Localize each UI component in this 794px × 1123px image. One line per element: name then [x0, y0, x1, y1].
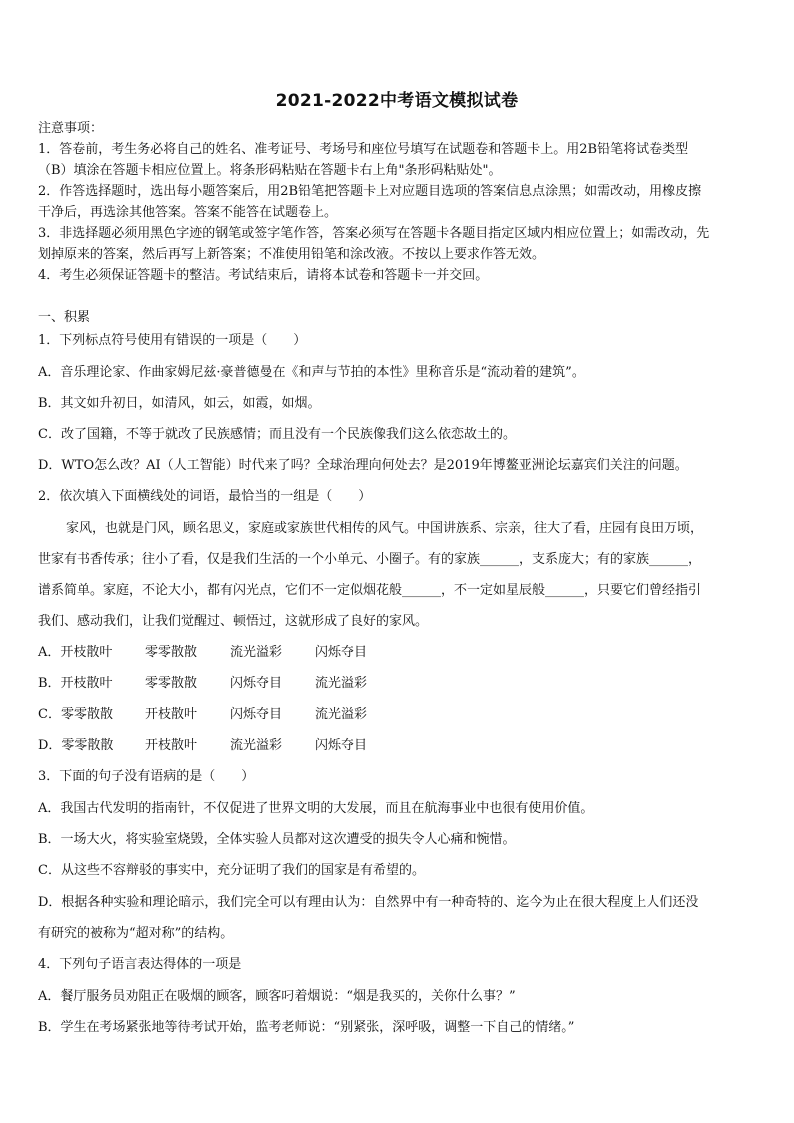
option-label: D．零零散散 [38, 738, 114, 753]
option-word: 零零散散 [145, 676, 198, 691]
option-word: 闪烁夺目 [315, 645, 368, 660]
question-2-passage-line: 家风，也就是门风，顾名思义，家庭或家族世代相传的风气。中国讲族系、宗亲，往大了看，庄园有良田万顷， [66, 521, 704, 536]
option-label: C．零零散散 [38, 707, 113, 722]
question-3-stem: 3．下面的句子没有语病的是（ ） [38, 769, 255, 784]
question-4-stem: 4．下列句子语言表达得体的一项是 [38, 957, 242, 972]
option-word: 零零散散 [145, 645, 198, 660]
notice-line: 1．答卷前，考生务必将自己的姓名、准考证号、考场号和座位号填写在试题卷和答题卡上。用2B铅笔将试卷类型 [38, 142, 689, 157]
option-word: 流光溢彩 [230, 645, 283, 660]
option-word: 流光溢彩 [315, 676, 368, 691]
question-2-passage-line: 我们、感动我们，让我们觉醒过、顿悟过，这就形成了良好的家风。 [38, 614, 429, 629]
notice-line: 3．非选择题必须用黑色字迹的钢笔或签字笔作答，答案必须写在答题卡各题目指定区域内相应位置上；如需改动，先 [38, 226, 710, 241]
option-label: B．开枝散叶 [38, 676, 113, 691]
question-4-option: B．学生在考场紧张地等待考试开始，监考老师说：“别紧张，深呼吸，调整一下自己的情绪。” [38, 1020, 575, 1035]
notice-line: （B）填涂在答题卡相应位置上。将条形码粘贴在答题卡右上角"条形码粘贴处"。 [38, 163, 502, 178]
question-2-passage-line: 谱系简单。家庭，不论大小，都有闪光点，它们不一定似烟花般______，不一定如星辰般______，只要它们曾经指引 [38, 583, 702, 598]
notice-line: 划掉原来的答案，然后再写上新答案；不准使用铅笔和涂改液。不按以上要求作答无效。 [38, 247, 546, 262]
notice-line: 4．考生必须保证答题卡的整洁。考试结束后，请将本试卷和答题卡一并交回。 [38, 268, 489, 283]
question-1-option: B．其文如升初日，如清风，如云，如霞，如烟。 [38, 396, 321, 411]
question-2-stem: 2．依次填入下面横线处的词语，最恰当的一组是（ ） [38, 489, 372, 504]
question-1-option: D．WTO怎么改？AI（人工智能）时代来了吗？全球治理向何处去？是2019年博鳌亚洲论坛嘉宾们关注的问题。 [38, 458, 688, 473]
question-3-option-continued: 有研究的被称为“超对称”的结构。 [38, 926, 234, 941]
question-4-option: A．餐厅服务员劝阻正在吸烟的顾客，顾客叼着烟说：“烟是我买的，关你什么事？” [38, 989, 516, 1004]
question-3-option: A．我国古代发明的指南针，不仅促进了世界文明的大发展，而且在航海事业中也很有使用价值。 [38, 801, 594, 816]
question-1-stem: 1．下列标点符号使用有错误的一项是（ ） [38, 333, 307, 348]
question-3-option: B．一场大火，将实验室烧毁，全体实验人员都对这次遭受的损失令人心痛和惋惜。 [38, 832, 516, 847]
question-3-option: C．从这些不容辩驳的事实中，充分证明了我们的国家是有希望的。 [38, 863, 425, 878]
option-word: 闪烁夺目 [230, 676, 283, 691]
notice-line: 干净后，再选涂其他答案。答案不能答在试题卷上。 [38, 205, 338, 220]
notice-heading: 注意事项： [38, 121, 104, 136]
option-word: 流光溢彩 [315, 707, 368, 722]
question-3-option: D．根据各种实验和理论暗示，我们完全可以有理由认为：自然界中有一种奇特的、迄今为止在很大程度上人们还没 [38, 895, 699, 910]
option-label: A．开枝散叶 [38, 645, 113, 660]
question-1-option: A．音乐理论家、作曲家姆尼兹·豪普德曼在《和声与节拍的本性》里称音乐是“流动着的建筑”。 [38, 365, 585, 380]
option-word: 开枝散叶 [145, 738, 198, 753]
section-heading: 一、积累 [38, 310, 91, 325]
option-word: 闪烁夺目 [315, 738, 368, 753]
question-1-option: C．改了国籍，不等于就改了民族感情；而且没有一个民族像我们这么依恋故土的。 [38, 427, 516, 442]
option-word: 流光溢彩 [230, 738, 283, 753]
notice-line: 2．作答选择题时，选出每小题答案后，用2B铅笔把答题卡上对应题目选项的答案信息点涂黑；如需改动，用橡皮擦 [38, 184, 702, 199]
page-title: 2021-2022中考语文模拟试卷 [275, 91, 519, 111]
option-word: 开枝散叶 [145, 707, 198, 722]
option-word: 闪烁夺目 [230, 707, 283, 722]
question-2-passage-line: 世家有书香传承；往小了看，仅是我们生活的一个小单元、小圈子。有的家族______，支系庞大；有的家族______， [38, 552, 702, 567]
